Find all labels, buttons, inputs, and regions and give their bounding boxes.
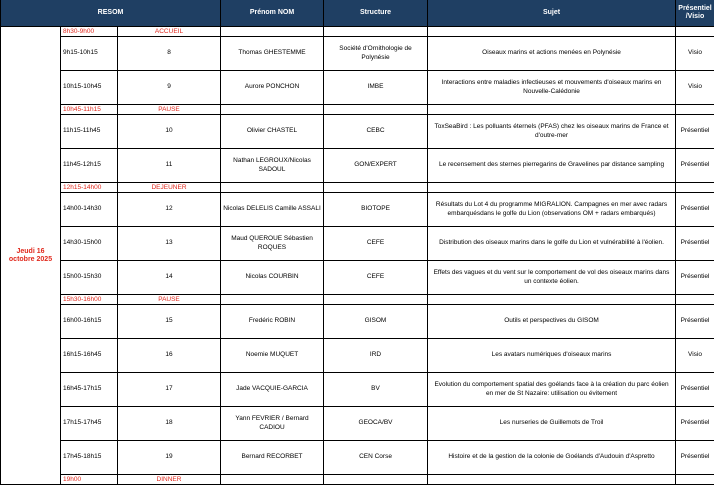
talk-subject: Résultats du Lot 4 du programme MIGRALION. Campagnes en mer avec radars embarquésdans le golfe du Lion (observations OM + radars embarqués) bbox=[428, 193, 676, 227]
talk-time: 11h15-11h45 bbox=[61, 115, 118, 149]
talk-subject: Histoire et de la gestion de la colonie de Goélands d'Audouin d'Aspretto bbox=[428, 441, 676, 475]
header-resom: RESOM bbox=[1, 0, 221, 27]
break-time: 15h30-16h00 bbox=[61, 295, 118, 305]
talk-number: 17 bbox=[118, 373, 221, 407]
talk-row bbox=[1, 115, 714, 149]
talk-mode: Visio bbox=[676, 71, 714, 105]
talk-mode: Visio bbox=[676, 339, 714, 373]
talk-time: 14h30-15h00 bbox=[61, 227, 118, 261]
break-time: 19h00 bbox=[61, 475, 118, 485]
break-row bbox=[1, 183, 714, 193]
talk-subject: Distribution des oiseaux marins dans le golfe du Lion et vulnérabilité à l'éolien. bbox=[428, 227, 676, 261]
speaker-structure: CEBC bbox=[324, 115, 428, 149]
speaker-name: Yann FEVRIER / Bernard CADIOU bbox=[221, 407, 324, 441]
talk-mode: Visio bbox=[676, 37, 714, 71]
talk-time: 17h45-18h15 bbox=[61, 441, 118, 475]
speaker-structure: GEOCA/BV bbox=[324, 407, 428, 441]
speaker-name: Olivier CHASTEL bbox=[221, 115, 324, 149]
header-structure: Structure bbox=[324, 0, 428, 27]
talk-mode: Présentiel bbox=[676, 193, 714, 227]
break-label: DINNER bbox=[118, 475, 221, 485]
talk-number: 9 bbox=[118, 71, 221, 105]
talk-time: 16h00-16h15 bbox=[61, 305, 118, 339]
speaker-name: Aurore PONCHON bbox=[221, 71, 324, 105]
empty-cell bbox=[676, 183, 714, 193]
break-row bbox=[1, 27, 714, 37]
speaker-name: Nicolas COURBIN bbox=[221, 261, 324, 295]
empty-cell bbox=[428, 183, 676, 193]
talk-row bbox=[1, 37, 714, 71]
speaker-name: Jade VACQUIE-GARCIA bbox=[221, 373, 324, 407]
empty-cell bbox=[428, 475, 676, 485]
empty-cell bbox=[428, 27, 676, 37]
empty-cell bbox=[324, 105, 428, 115]
talk-time: 14h00-14h30 bbox=[61, 193, 118, 227]
talk-subject: ToxSeaBird : Les polluants éternels (PFAS) chez les oiseaux marins de France et d'outre-mer bbox=[428, 115, 676, 149]
talk-number: 15 bbox=[118, 305, 221, 339]
talk-row bbox=[1, 339, 714, 373]
empty-cell bbox=[221, 475, 324, 485]
talk-mode: Présentiel bbox=[676, 115, 714, 149]
talk-number: 19 bbox=[118, 441, 221, 475]
header-presentiel: Présentiel /Visio bbox=[676, 0, 714, 27]
talk-row bbox=[1, 441, 714, 475]
empty-cell bbox=[676, 27, 714, 37]
empty-cell bbox=[324, 183, 428, 193]
talk-mode: Présentiel bbox=[676, 305, 714, 339]
talk-number: 11 bbox=[118, 149, 221, 183]
talk-time: 9h15-10h15 bbox=[61, 37, 118, 71]
empty-cell bbox=[676, 295, 714, 305]
empty-cell bbox=[324, 295, 428, 305]
speaker-name: Noemie MUQUET bbox=[221, 339, 324, 373]
talk-subject: Effets des vagues et du vent sur le comportement de vol des oiseaux marins dans un contexte éolien. bbox=[428, 261, 676, 295]
talk-time: 10h15-10h45 bbox=[61, 71, 118, 105]
talk-time: 15h00-15h30 bbox=[61, 261, 118, 295]
speaker-structure: BV bbox=[324, 373, 428, 407]
empty-cell bbox=[676, 105, 714, 115]
empty-cell bbox=[428, 105, 676, 115]
speaker-name: Maud QUEROUE Sébastien ROQUES bbox=[221, 227, 324, 261]
talk-mode: Présentiel bbox=[676, 441, 714, 475]
speaker-name: Bernard RECORBET bbox=[221, 441, 324, 475]
speaker-structure: GISOM bbox=[324, 305, 428, 339]
empty-cell bbox=[324, 27, 428, 37]
empty-cell bbox=[221, 183, 324, 193]
speaker-name: Nathan LEGROUX/Nicolas SADOUL bbox=[221, 149, 324, 183]
empty-cell bbox=[221, 295, 324, 305]
talk-row bbox=[1, 227, 714, 261]
speaker-structure: IMBE bbox=[324, 71, 428, 105]
talk-number: 16 bbox=[118, 339, 221, 373]
talk-mode: Présentiel bbox=[676, 373, 714, 407]
speaker-structure: IRD bbox=[324, 339, 428, 373]
speaker-structure: CEFE bbox=[324, 261, 428, 295]
talk-number: 13 bbox=[118, 227, 221, 261]
break-label: ACCUEIL bbox=[118, 27, 221, 37]
talk-number: 12 bbox=[118, 193, 221, 227]
break-row bbox=[1, 475, 714, 485]
talk-number: 8 bbox=[118, 37, 221, 71]
empty-cell bbox=[221, 27, 324, 37]
speaker-structure: CEN Corse bbox=[324, 441, 428, 475]
header-prenom-nom: Prénom NOM bbox=[221, 0, 324, 27]
empty-cell bbox=[428, 295, 676, 305]
talk-row bbox=[1, 407, 714, 441]
day-label: Jeudi 16 octobre 2025 bbox=[1, 27, 61, 485]
speaker-name: Nicolas DELELIS Camille ASSALI bbox=[221, 193, 324, 227]
break-time: 12h15-14h00 bbox=[61, 183, 118, 193]
talk-time: 17h15-17h45 bbox=[61, 407, 118, 441]
talk-mode: Présentiel bbox=[676, 261, 714, 295]
talk-subject: Evolution du comportement spatial des goélands face à la création du parc éolien en mer de St Nazaire: utilisation ou évitement bbox=[428, 373, 676, 407]
talk-row bbox=[1, 193, 714, 227]
talk-number: 14 bbox=[118, 261, 221, 295]
talk-mode: Présentiel bbox=[676, 407, 714, 441]
speaker-structure: GON/EXPERT bbox=[324, 149, 428, 183]
talk-row bbox=[1, 261, 714, 295]
speaker-structure: Société d'Ornithologie de Polynésie bbox=[324, 37, 428, 71]
talk-subject: Les nurseries de Guillemots de Troil bbox=[428, 407, 676, 441]
talk-number: 10 bbox=[118, 115, 221, 149]
break-time: 8h30-9h00 bbox=[61, 27, 118, 37]
break-time: 10h45-11h15 bbox=[61, 105, 118, 115]
talk-time: 16h15-16h45 bbox=[61, 339, 118, 373]
break-label: PAUSE bbox=[118, 105, 221, 115]
talk-row bbox=[1, 305, 714, 339]
talk-mode: Présentiel bbox=[676, 227, 714, 261]
talk-time: 16h45-17h15 bbox=[61, 373, 118, 407]
speaker-structure: BIOTOPE bbox=[324, 193, 428, 227]
talk-subject: Les avatars numériques d'oiseaux marins bbox=[428, 339, 676, 373]
break-row bbox=[1, 295, 714, 305]
talk-subject: Le recensement des sternes pierregarins de Gravelines par distance sampling bbox=[428, 149, 676, 183]
break-row bbox=[1, 105, 714, 115]
speaker-name: Fredéric ROBIN bbox=[221, 305, 324, 339]
speaker-name: Thomas GHESTEMME bbox=[221, 37, 324, 71]
talk-mode: Présentiel bbox=[676, 149, 714, 183]
break-label: PAUSE bbox=[118, 295, 221, 305]
talk-subject: Interactions entre maladies infectieuses et mouvements d'oiseaux marins en Nouvelle-Calédonie bbox=[428, 71, 676, 105]
header-sujet: Sujet bbox=[428, 0, 676, 27]
talk-subject: Oiseaux marins et actions menées en Polynésie bbox=[428, 37, 676, 71]
empty-cell bbox=[676, 475, 714, 485]
speaker-structure: CEFE bbox=[324, 227, 428, 261]
talk-time: 11h45-12h15 bbox=[61, 149, 118, 183]
talk-number: 18 bbox=[118, 407, 221, 441]
talk-row bbox=[1, 373, 714, 407]
empty-cell bbox=[324, 475, 428, 485]
talk-row bbox=[1, 71, 714, 105]
break-label: DEJEUNER bbox=[118, 183, 221, 193]
talk-row bbox=[1, 149, 714, 183]
header-row bbox=[1, 0, 714, 27]
talk-subject: Outils et perspectives du GISOM bbox=[428, 305, 676, 339]
empty-cell bbox=[221, 105, 324, 115]
